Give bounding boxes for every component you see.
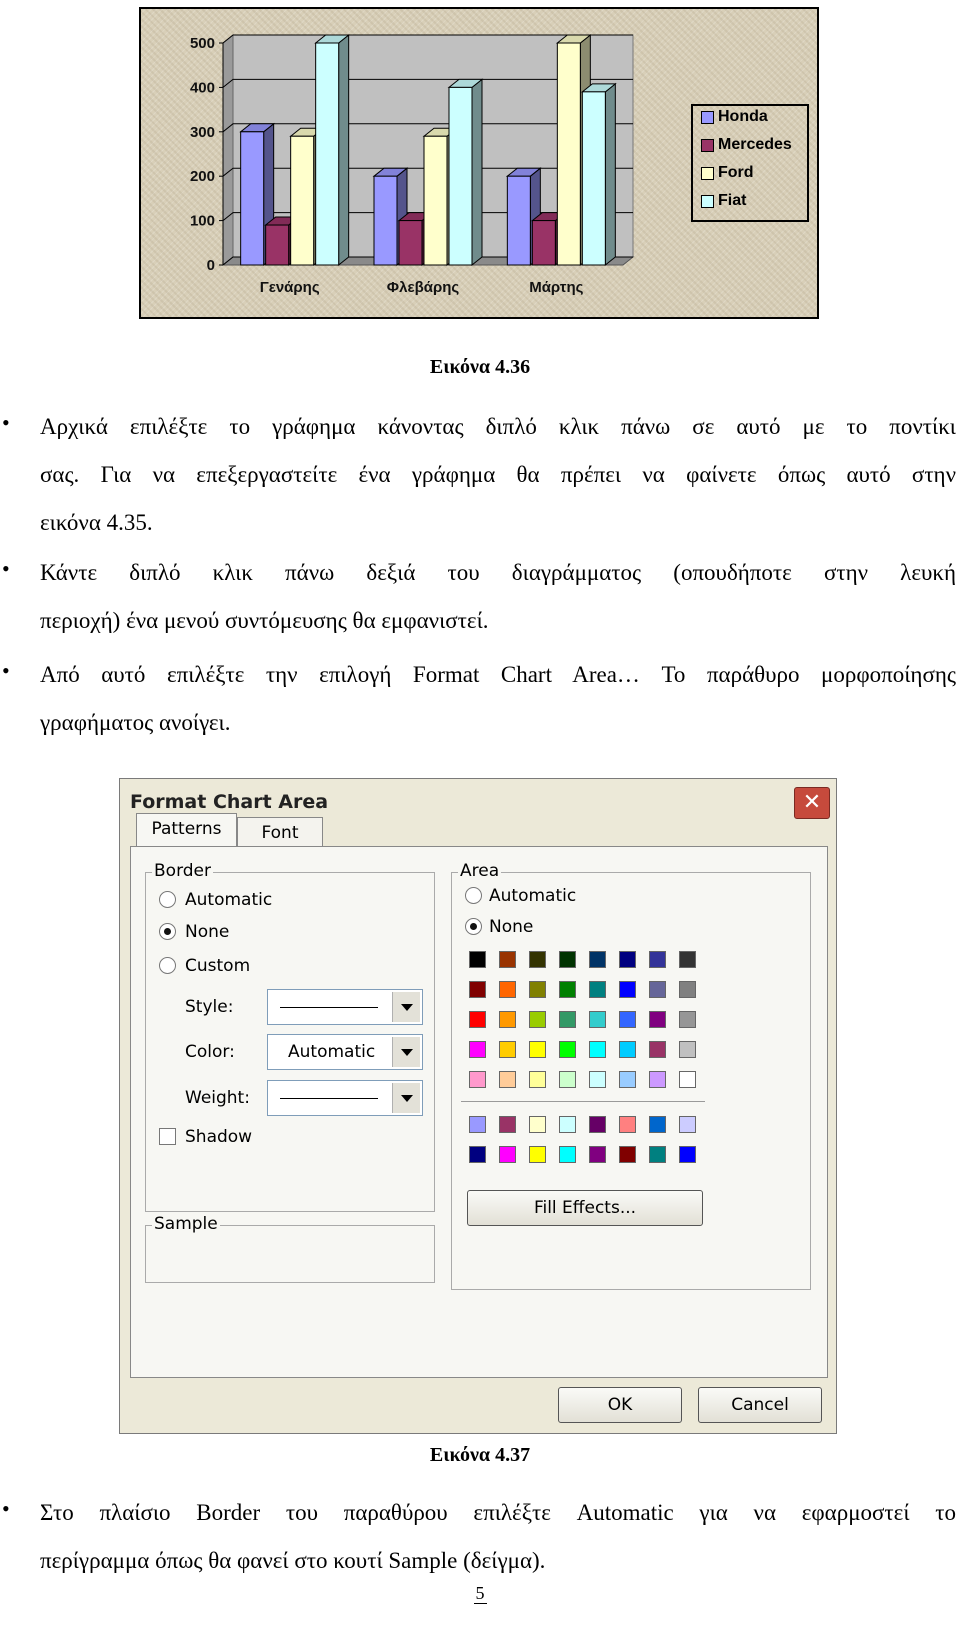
text-line: εικόνα 4.35. — [40, 510, 153, 535]
border-group-label: Border — [154, 861, 211, 881]
color-swatch[interactable] — [529, 981, 546, 998]
bar-honda — [374, 176, 397, 265]
text-line: περίγραμμα όπως θα φανεί στο κουτί Sample (δείγμα). — [40, 1548, 546, 1573]
color-swatch[interactable] — [469, 1071, 486, 1088]
tab-patterns[interactable]: Patterns — [136, 813, 237, 849]
legend-swatch — [701, 195, 714, 208]
color-swatch[interactable] — [529, 1116, 546, 1133]
color-swatch[interactable] — [499, 951, 516, 968]
color-swatch[interactable] — [529, 951, 546, 968]
border-custom-label: Custom — [185, 956, 251, 976]
color-swatch[interactable] — [679, 1146, 696, 1163]
color-swatch[interactable] — [679, 1011, 696, 1028]
chevron-down-icon — [392, 992, 420, 1022]
bar-mercedes — [399, 221, 422, 265]
page-number — [0, 1583, 960, 1604]
format-chart-area-dialog — [119, 778, 837, 1434]
chart-side-wall — [223, 35, 233, 265]
color-swatch[interactable] — [559, 981, 576, 998]
color-swatch[interactable] — [649, 1071, 666, 1088]
legend-item-mercedes — [701, 136, 792, 154]
legend-swatch — [701, 167, 714, 180]
color-swatch[interactable] — [619, 1071, 636, 1088]
color-swatch[interactable] — [559, 1071, 576, 1088]
bullet-paragraph-4 — [40, 1489, 956, 1585]
bar-honda — [507, 176, 530, 265]
text-line: σας. Για να επεξεργαστείτε ένα γράφημα θα πρέπει να φαίνετε όπως αυτό στην — [40, 462, 956, 487]
area-none-radio[interactable] — [465, 918, 482, 935]
color-swatch[interactable] — [499, 1011, 516, 1028]
style-select[interactable] — [267, 989, 423, 1025]
bar-fiat — [582, 92, 605, 265]
color-swatch[interactable] — [559, 1011, 576, 1028]
color-select[interactable] — [267, 1034, 423, 1070]
color-select-value: Automatic — [288, 1042, 376, 1062]
text-line: Αρχικά επιλέξτε το γράφημα κάνοντας διπλό κλικ πάνω σε αυτό με το ποντίκι — [40, 414, 956, 439]
color-swatch[interactable] — [619, 951, 636, 968]
text-line: Κάντε διπλό κλικ πάνω δεξιά του διαγράμματος (οπουδήποτε στην λευκή — [40, 560, 956, 585]
color-swatch[interactable] — [529, 1011, 546, 1028]
color-swatch[interactable] — [679, 951, 696, 968]
x-tick-label: Μάρτης — [529, 279, 584, 296]
weight-label: Weight: — [185, 1088, 250, 1108]
text-line: γραφήματος ανοίγει. — [40, 710, 231, 735]
shadow-label: Shadow — [185, 1127, 253, 1147]
color-swatch[interactable] — [499, 1041, 516, 1058]
color-swatch[interactable] — [589, 1146, 606, 1163]
color-swatch[interactable] — [589, 951, 606, 968]
bullet-paragraph-1 — [40, 403, 956, 547]
bar-side — [605, 84, 615, 265]
shadow-checkbox[interactable] — [159, 1128, 176, 1145]
weight-select[interactable] — [267, 1080, 423, 1116]
bar-ford — [557, 43, 580, 265]
color-swatch[interactable] — [619, 981, 636, 998]
text-line: Από αυτό επιλέξτε την επιλογή Format Chart Area… Το παράθυρο μορφοποίησης — [40, 662, 956, 687]
color-swatch[interactable] — [679, 981, 696, 998]
color-palette — [469, 951, 719, 1177]
chart-legend — [691, 104, 809, 222]
legend-swatch — [701, 139, 714, 152]
x-tick-label: Φλεβάρης — [386, 279, 460, 296]
chevron-down-icon — [392, 1083, 420, 1113]
legend-label: Ford — [718, 164, 754, 181]
bar-side — [339, 35, 349, 265]
legend-label: Honda — [718, 108, 768, 125]
color-swatch[interactable] — [649, 1011, 666, 1028]
color-swatch[interactable] — [499, 981, 516, 998]
bar-ford — [424, 136, 447, 265]
legend-item-ford — [701, 164, 754, 182]
bar-ford — [291, 136, 314, 265]
color-swatch[interactable] — [469, 951, 486, 968]
color-swatch[interactable] — [559, 1116, 576, 1133]
color-swatch[interactable] — [679, 1071, 696, 1088]
legend-label: Mercedes — [718, 136, 792, 153]
color-swatch[interactable] — [649, 1041, 666, 1058]
color-swatch[interactable] — [469, 1011, 486, 1028]
color-swatch[interactable] — [469, 1116, 486, 1133]
tab-panel-patterns — [130, 846, 828, 1378]
bullet-paragraph-2 — [40, 549, 956, 645]
text-line: περιοχή) ένα μενού συντόμευσης θα εμφανιστεί. — [40, 608, 489, 633]
y-tick-label: 400 — [189, 79, 215, 97]
cancel-button[interactable]: Cancel — [698, 1387, 822, 1423]
color-swatch[interactable] — [589, 1071, 606, 1088]
color-swatch[interactable] — [589, 981, 606, 998]
color-swatch[interactable] — [589, 1041, 606, 1058]
color-swatch[interactable] — [469, 1041, 486, 1058]
color-swatch[interactable] — [589, 1011, 606, 1028]
y-tick-label: 0 — [206, 257, 215, 274]
text-line: Στο πλαίσιο Border του παραθύρου επιλέξτε Automatic για να εφαρμοστεί το — [40, 1500, 956, 1525]
legend-item-honda — [701, 108, 768, 126]
legend-swatch — [701, 111, 714, 124]
color-swatch[interactable] — [499, 1116, 516, 1133]
border-automatic-label: Automatic — [185, 890, 273, 910]
color-swatch[interactable] — [469, 1146, 486, 1163]
bullet-icon: • — [2, 658, 10, 683]
color-swatch[interactable] — [589, 1116, 606, 1133]
border-custom-radio[interactable] — [159, 957, 176, 974]
color-swatch[interactable] — [529, 1146, 546, 1163]
color-swatch[interactable] — [649, 1146, 666, 1163]
ok-button[interactable]: OK — [558, 1387, 682, 1423]
bullet-icon: • — [2, 410, 10, 435]
bar-side — [472, 79, 482, 265]
style-label: Style: — [185, 997, 234, 1017]
bar-fiat — [449, 87, 472, 265]
color-swatch[interactable] — [559, 951, 576, 968]
area-automatic-label: Automatic — [489, 886, 577, 906]
color-swatch[interactable] — [499, 1146, 516, 1163]
close-button[interactable]: ✕ — [794, 787, 830, 819]
dialog-title: Format Chart Area — [130, 791, 329, 813]
x-tick-label: Γενάρης — [259, 279, 320, 296]
color-swatch[interactable] — [499, 1071, 516, 1088]
color-swatch[interactable] — [529, 1071, 546, 1088]
page-number-text: 5 — [475, 1583, 485, 1603]
color-label: Color: — [185, 1042, 235, 1062]
color-swatch[interactable] — [679, 1041, 696, 1058]
color-swatch[interactable] — [649, 981, 666, 998]
color-swatch[interactable] — [679, 1116, 696, 1133]
bar-mercedes — [266, 225, 289, 265]
color-swatch[interactable] — [649, 951, 666, 968]
color-swatch[interactable] — [469, 981, 486, 998]
area-group-label: Area — [460, 861, 500, 881]
bar-fiat — [316, 43, 339, 265]
bar-mercedes — [532, 221, 555, 265]
figure-caption: Εικόνα 4.36 — [429, 356, 531, 378]
bullet-icon: • — [2, 1496, 10, 1521]
color-swatch[interactable] — [619, 1116, 636, 1133]
tab-font[interactable]: Font — [237, 817, 323, 849]
y-tick-label: 300 — [189, 123, 215, 141]
palette-divider — [461, 1101, 705, 1102]
fill-effects-button[interactable]: Fill Effects... — [467, 1190, 703, 1226]
border-automatic-radio[interactable] — [159, 891, 176, 908]
area-none-label: None — [489, 917, 534, 937]
y-tick-label: 100 — [189, 212, 215, 230]
color-swatch[interactable] — [619, 1146, 636, 1163]
area-automatic-radio[interactable] — [465, 887, 482, 904]
y-tick-label: 200 — [189, 168, 215, 186]
color-swatch[interactable] — [559, 1041, 576, 1058]
y-tick-label: 500 — [189, 35, 215, 52]
color-swatch[interactable] — [619, 1041, 636, 1058]
color-swatch[interactable] — [529, 1041, 546, 1058]
color-swatch[interactable] — [619, 1011, 636, 1028]
legend-item-fiat — [701, 192, 746, 210]
color-swatch[interactable] — [559, 1146, 576, 1163]
legend-label: Fiat — [718, 192, 747, 209]
bullet-paragraph-3 — [40, 651, 956, 747]
bar-honda — [241, 132, 264, 265]
border-none-radio[interactable] — [159, 923, 176, 940]
sample-label: Sample — [154, 1214, 218, 1234]
border-none-label: None — [185, 922, 230, 942]
chevron-down-icon — [392, 1037, 420, 1067]
color-swatch[interactable] — [649, 1116, 666, 1133]
figure-caption: Εικόνα 4.37 — [429, 1444, 531, 1466]
bullet-icon: • — [2, 556, 10, 581]
